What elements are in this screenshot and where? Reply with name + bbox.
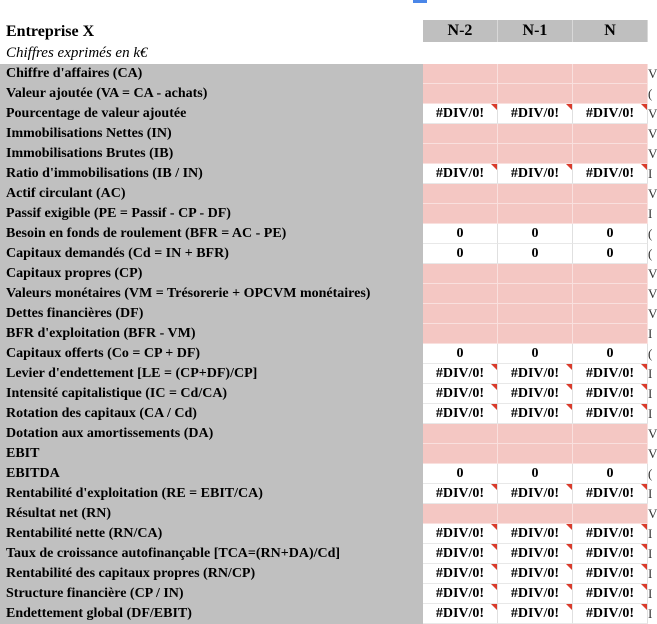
computed-cell[interactable] xyxy=(573,164,648,184)
cell-value: #DIV/0! xyxy=(510,166,560,181)
error-flag-icon xyxy=(566,584,572,590)
error-flag-icon xyxy=(566,564,572,570)
input-cell[interactable] xyxy=(423,304,498,324)
cell-value: 0 xyxy=(606,226,614,241)
header-row xyxy=(0,20,654,42)
computed-cell[interactable] xyxy=(573,544,648,564)
error-flag-icon xyxy=(566,364,572,370)
cell-value: #DIV/0! xyxy=(510,106,560,121)
table-row xyxy=(0,524,654,544)
table-row xyxy=(0,144,657,164)
computed-cell[interactable] xyxy=(498,384,573,404)
computed-cell[interactable] xyxy=(423,384,498,404)
error-flag-icon xyxy=(566,544,572,550)
overflow-column-text: I xyxy=(648,166,653,181)
computed-cell[interactable] xyxy=(423,224,498,244)
error-flag-icon xyxy=(491,104,497,110)
row-label[interactable]: EBITDA xyxy=(0,464,423,484)
cell-value: #DIV/0! xyxy=(435,166,485,181)
error-flag-icon xyxy=(641,484,647,490)
error-flag-icon xyxy=(566,524,572,530)
overflow-column-text: I xyxy=(648,526,653,541)
company-title[interactable]: Entreprise X xyxy=(0,20,423,42)
input-cell[interactable] xyxy=(573,504,648,524)
cell-value: #DIV/0! xyxy=(435,386,485,401)
cell-value: 0 xyxy=(456,246,464,261)
column-header-n-2[interactable]: N-2 xyxy=(423,20,498,42)
row-label[interactable]: Rentabilité d'exploitation (RE = EBIT/CA) xyxy=(0,484,423,504)
computed-cell[interactable] xyxy=(573,584,648,604)
computed-cell[interactable] xyxy=(498,244,573,264)
overflow-column-text: ( xyxy=(648,226,653,241)
cell-value: #DIV/0! xyxy=(585,486,635,501)
cell-value: #DIV/0! xyxy=(585,386,635,401)
computed-cell[interactable] xyxy=(423,404,498,424)
cell-value: #DIV/0! xyxy=(435,546,485,561)
row-label[interactable]: Pourcentage de valeur ajoutée xyxy=(0,104,423,124)
overflow-column-text: V xyxy=(648,306,657,321)
computed-cell[interactable] xyxy=(573,244,648,264)
input-cell[interactable] xyxy=(498,284,573,304)
cell-value: #DIV/0! xyxy=(510,586,560,601)
error-flag-icon xyxy=(566,164,572,170)
cell-value: #DIV/0! xyxy=(510,406,560,421)
input-cell[interactable] xyxy=(423,504,498,524)
error-flag-icon xyxy=(491,604,497,610)
row-label[interactable]: Dotation aux amortissements (DA) xyxy=(0,424,423,444)
row-label[interactable]: Capitaux demandés (Cd = IN + BFR) xyxy=(0,244,423,264)
table-row xyxy=(0,124,657,144)
overflow-column-text: V xyxy=(648,66,657,81)
input-cell[interactable] xyxy=(423,204,498,224)
computed-cell[interactable] xyxy=(573,484,648,504)
error-flag-icon xyxy=(566,404,572,410)
row-label[interactable]: Capitaux offerts (Co = CP + DF) xyxy=(0,344,423,364)
error-flag-icon xyxy=(641,604,647,610)
cell-value: 0 xyxy=(606,246,614,261)
table-row xyxy=(0,104,657,124)
row-label[interactable]: Immobilisations Nettes (IN) xyxy=(0,124,423,144)
computed-cell[interactable] xyxy=(423,344,498,364)
input-cell[interactable] xyxy=(498,504,573,524)
blank-cell[interactable] xyxy=(498,42,573,64)
error-flag-icon xyxy=(491,484,497,490)
table-row xyxy=(0,564,654,584)
table-row xyxy=(0,264,657,284)
row-label[interactable]: Endettement global (DF/EBIT) xyxy=(0,604,423,624)
input-cell[interactable] xyxy=(498,144,573,164)
error-flag-icon xyxy=(641,104,647,110)
overflow-column-text: V xyxy=(648,506,657,521)
overflow-column-text: V xyxy=(648,186,657,201)
input-cell[interactable] xyxy=(573,124,648,144)
computed-cell[interactable] xyxy=(573,364,648,384)
computed-cell[interactable] xyxy=(423,564,498,584)
cell-value: #DIV/0! xyxy=(585,546,635,561)
table-row xyxy=(0,324,654,344)
computed-cell[interactable] xyxy=(573,104,648,124)
error-flag-icon xyxy=(491,384,497,390)
table-row xyxy=(0,484,654,504)
overflow-column-text: I xyxy=(648,486,653,501)
input-cell[interactable] xyxy=(573,444,648,464)
row-label[interactable]: Chiffre d'affaires (CA) xyxy=(0,64,423,84)
cell-value: #DIV/0! xyxy=(510,526,560,541)
input-cell[interactable] xyxy=(573,284,648,304)
input-cell[interactable] xyxy=(498,124,573,144)
input-cell[interactable] xyxy=(573,144,648,164)
table-row xyxy=(0,344,654,364)
input-cell[interactable] xyxy=(498,424,573,444)
error-flag-icon xyxy=(491,584,497,590)
cell-value: 0 xyxy=(606,346,614,361)
error-flag-icon xyxy=(641,364,647,370)
error-flag-icon xyxy=(566,104,572,110)
computed-cell[interactable] xyxy=(498,104,573,124)
input-cell[interactable] xyxy=(498,204,573,224)
computed-cell[interactable] xyxy=(573,524,648,544)
cell-value: 0 xyxy=(531,466,539,481)
computed-cell[interactable] xyxy=(498,604,573,624)
input-cell[interactable] xyxy=(498,304,573,324)
computed-cell[interactable] xyxy=(573,224,648,244)
input-cell[interactable] xyxy=(423,264,498,284)
error-flag-icon xyxy=(566,484,572,490)
cell-value: #DIV/0! xyxy=(510,366,560,381)
computed-cell[interactable] xyxy=(498,564,573,584)
input-cell[interactable] xyxy=(573,184,648,204)
computed-cell[interactable] xyxy=(498,524,573,544)
error-flag-icon xyxy=(641,544,647,550)
error-flag-icon xyxy=(491,564,497,570)
computed-cell[interactable] xyxy=(498,224,573,244)
error-flag-icon xyxy=(641,384,647,390)
table-row xyxy=(0,244,654,264)
row-label[interactable]: BFR d'exploitation (BFR - VM) xyxy=(0,324,423,344)
input-cell[interactable] xyxy=(573,264,648,284)
error-flag-icon xyxy=(491,524,497,530)
table-row xyxy=(0,444,657,464)
computed-cell[interactable] xyxy=(423,464,498,484)
table-row xyxy=(0,424,657,444)
table-row xyxy=(0,184,657,204)
cell-value: #DIV/0! xyxy=(510,566,560,581)
input-cell[interactable] xyxy=(573,64,648,84)
row-label[interactable]: Immobilisations Brutes (IB) xyxy=(0,144,423,164)
cell-value: #DIV/0! xyxy=(435,366,485,381)
overflow-column-text: I xyxy=(648,326,653,341)
overflow-column-text: ( xyxy=(648,466,653,481)
cell-value: 0 xyxy=(531,346,539,361)
row-label[interactable]: Ratio d'immobilisations (IB / IN) xyxy=(0,164,423,184)
cell-value: #DIV/0! xyxy=(435,606,485,621)
input-cell[interactable] xyxy=(498,64,573,84)
cell-value: #DIV/0! xyxy=(435,586,485,601)
error-flag-icon xyxy=(641,584,647,590)
row-label[interactable]: Passif exigible (PE = Passif - CP - DF) xyxy=(0,204,423,224)
input-cell[interactable] xyxy=(498,84,573,104)
computed-cell[interactable] xyxy=(573,604,648,624)
computed-cell[interactable] xyxy=(498,584,573,604)
cell-value: #DIV/0! xyxy=(510,486,560,501)
overflow-column-text: V xyxy=(648,286,657,301)
table-row xyxy=(0,504,657,524)
computed-cell[interactable] xyxy=(573,344,648,364)
table-row xyxy=(0,64,657,84)
computed-cell[interactable] xyxy=(423,604,498,624)
column-header-n[interactable]: N xyxy=(573,20,648,42)
input-cell[interactable] xyxy=(423,124,498,144)
table-row xyxy=(0,464,654,484)
computed-cell[interactable] xyxy=(498,544,573,564)
table-row xyxy=(0,284,657,304)
input-cell[interactable] xyxy=(423,444,498,464)
error-flag-icon xyxy=(491,544,497,550)
row-label[interactable]: Valeurs monétaires (VM = Trésorerie + OPCVM monétaires) xyxy=(0,284,423,304)
table-row xyxy=(0,384,654,404)
computed-cell[interactable] xyxy=(423,104,498,124)
cell-value: #DIV/0! xyxy=(510,546,560,561)
overflow-column-text: I xyxy=(648,406,653,421)
cell-value: #DIV/0! xyxy=(585,366,635,381)
row-label[interactable]: Taux de croissance autofinançable [TCA=(RN+DA)/Cd] xyxy=(0,544,423,564)
input-cell[interactable] xyxy=(498,444,573,464)
input-cell[interactable] xyxy=(423,84,498,104)
row-label[interactable]: Dettes financières (DF) xyxy=(0,304,423,324)
cell-value: #DIV/0! xyxy=(435,406,485,421)
units-subtitle[interactable]: Chiffres exprimés en k€ xyxy=(0,42,423,64)
cell-value: #DIV/0! xyxy=(435,486,485,501)
table-row xyxy=(0,604,654,624)
cell-value: #DIV/0! xyxy=(585,586,635,601)
computed-cell[interactable] xyxy=(498,484,573,504)
input-cell[interactable] xyxy=(498,324,573,344)
subtitle-row xyxy=(0,42,654,64)
input-cell[interactable] xyxy=(498,264,573,284)
computed-cell[interactable] xyxy=(423,524,498,544)
row-label[interactable]: Rentabilité des capitaux propres (RN/CP) xyxy=(0,564,423,584)
table-row xyxy=(0,224,654,244)
cell-value: #DIV/0! xyxy=(585,406,635,421)
computed-cell[interactable] xyxy=(423,484,498,504)
cell-value: #DIV/0! xyxy=(585,566,635,581)
cell-value: #DIV/0! xyxy=(435,566,485,581)
table-row xyxy=(0,584,654,604)
input-cell[interactable] xyxy=(423,184,498,204)
error-flag-icon xyxy=(491,404,497,410)
input-cell[interactable] xyxy=(423,284,498,304)
overflow-column-text: I xyxy=(648,206,653,221)
computed-cell[interactable] xyxy=(423,364,498,384)
table-row xyxy=(0,204,654,224)
input-cell[interactable] xyxy=(498,184,573,204)
cell-value: #DIV/0! xyxy=(585,166,635,181)
error-flag-icon xyxy=(641,164,647,170)
cell-value: 0 xyxy=(531,226,539,241)
cell-value: #DIV/0! xyxy=(435,106,485,121)
overflow-column-text: I xyxy=(648,566,653,581)
input-cell[interactable] xyxy=(573,204,648,224)
computed-cell[interactable] xyxy=(498,464,573,484)
selection-indicator xyxy=(413,0,427,3)
overflow-column-text: ( xyxy=(648,86,653,101)
row-label[interactable]: Besoin en fonds de roulement (BFR = AC - PE) xyxy=(0,224,423,244)
overflow-column-text: V xyxy=(648,146,657,161)
computed-cell[interactable] xyxy=(498,344,573,364)
computed-cell[interactable] xyxy=(573,564,648,584)
overflow-column-text: I xyxy=(648,386,653,401)
computed-cell[interactable] xyxy=(423,244,498,264)
overflow-column-text: ( xyxy=(648,346,653,361)
cell-value: #DIV/0! xyxy=(585,106,635,121)
input-cell[interactable] xyxy=(423,64,498,84)
overflow-column-text: I xyxy=(648,366,653,381)
error-flag-icon xyxy=(491,364,497,370)
row-label[interactable]: Capitaux propres (CP) xyxy=(0,264,423,284)
table-row xyxy=(0,164,654,184)
computed-cell[interactable] xyxy=(423,544,498,564)
table-row xyxy=(0,404,654,424)
input-cell[interactable] xyxy=(423,424,498,444)
cell-value: #DIV/0! xyxy=(585,526,635,541)
overflow-column-text: V xyxy=(648,126,657,141)
computed-cell[interactable] xyxy=(498,364,573,384)
row-label[interactable]: Résultat net (RN) xyxy=(0,504,423,524)
row-label[interactable]: Actif circulant (AC) xyxy=(0,184,423,204)
cell-value: 0 xyxy=(456,226,464,241)
overflow-column-text: V xyxy=(648,426,657,441)
cell-value: 0 xyxy=(456,466,464,481)
metric-rows xyxy=(0,64,657,624)
column-header-n-1[interactable]: N-1 xyxy=(498,20,573,42)
input-cell[interactable] xyxy=(573,84,648,104)
row-label[interactable]: Rentabilité nette (RN/CA) xyxy=(0,524,423,544)
cell-value: 0 xyxy=(456,346,464,361)
computed-cell[interactable] xyxy=(573,464,648,484)
row-label[interactable]: Valeur ajoutée (VA = CA - achats) xyxy=(0,84,423,104)
input-cell[interactable] xyxy=(573,424,648,444)
blank-cell[interactable] xyxy=(423,42,498,64)
computed-cell[interactable] xyxy=(573,384,648,404)
overflow-column-text: V xyxy=(648,106,657,121)
cell-value: #DIV/0! xyxy=(435,526,485,541)
computed-cell[interactable] xyxy=(423,164,498,184)
computed-cell[interactable] xyxy=(423,584,498,604)
input-cell[interactable] xyxy=(573,304,648,324)
overflow-column-text: V xyxy=(648,266,657,281)
computed-cell[interactable] xyxy=(498,164,573,184)
input-cell[interactable] xyxy=(423,324,498,344)
error-flag-icon xyxy=(641,524,647,530)
cell-value: #DIV/0! xyxy=(510,386,560,401)
overflow-column-text: ( xyxy=(648,246,653,261)
row-label[interactable]: Levier d'endettement [LE = (CP+DF)/CP] xyxy=(0,364,423,384)
table-row xyxy=(0,544,654,564)
table-row xyxy=(0,304,657,324)
blank-cell[interactable] xyxy=(573,42,648,64)
row-label[interactable]: Rotation des capitaux (CA / Cd) xyxy=(0,404,423,424)
error-flag-icon xyxy=(641,404,647,410)
cell-value: #DIV/0! xyxy=(585,606,635,621)
cell-value: 0 xyxy=(531,246,539,261)
overflow-column-text: V xyxy=(648,446,657,461)
overflow-column-text: I xyxy=(648,606,653,621)
error-flag-icon xyxy=(491,164,497,170)
computed-cell[interactable] xyxy=(498,404,573,424)
table-row xyxy=(0,364,654,384)
input-cell[interactable] xyxy=(573,324,648,344)
input-cell[interactable] xyxy=(423,144,498,164)
row-label[interactable]: EBIT xyxy=(0,444,423,464)
cell-value: #DIV/0! xyxy=(510,606,560,621)
cell-value: 0 xyxy=(606,466,614,481)
row-label[interactable]: Structure financière (CP / IN) xyxy=(0,584,423,604)
overflow-column-text: I xyxy=(648,546,653,561)
computed-cell[interactable] xyxy=(573,404,648,424)
table-row xyxy=(0,84,654,104)
error-flag-icon xyxy=(641,564,647,570)
row-label[interactable]: Intensité capitalistique (IC = Cd/CA) xyxy=(0,384,423,404)
error-flag-icon xyxy=(566,384,572,390)
overflow-column-text: I xyxy=(648,586,653,601)
error-flag-icon xyxy=(566,604,572,610)
